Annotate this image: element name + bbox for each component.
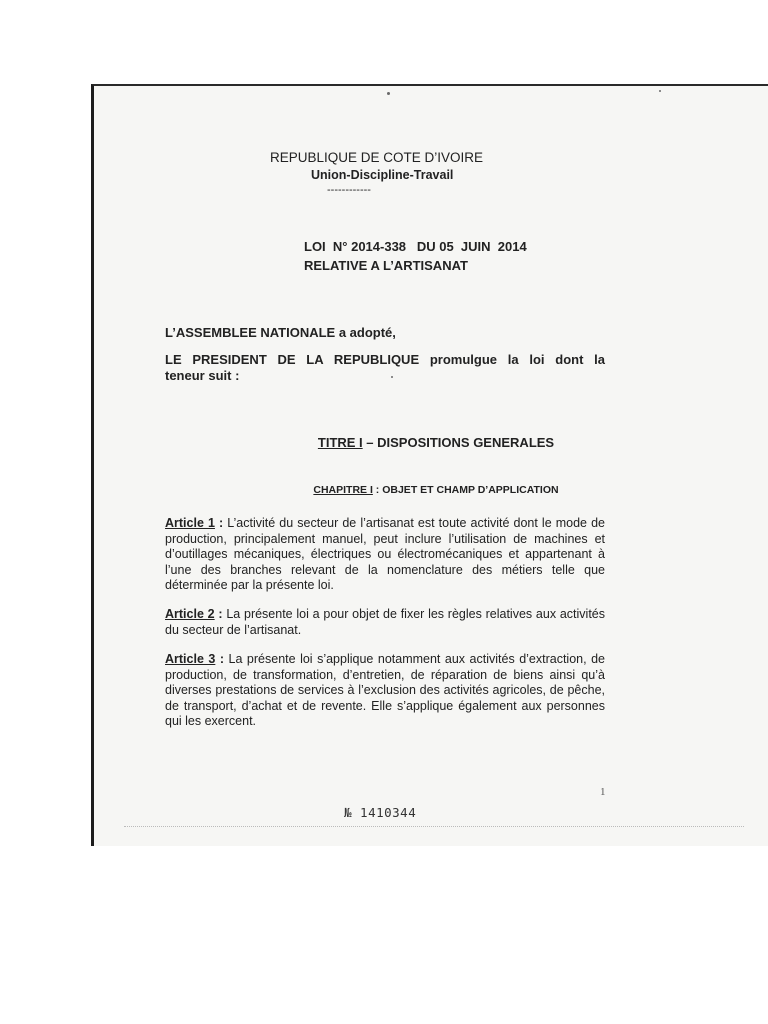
chapter-text: : OBJET ET CHAMP D’APPLICATION bbox=[372, 484, 559, 496]
scan-speck bbox=[659, 90, 661, 92]
title-heading bbox=[94, 435, 768, 450]
article-text: La présente loi s’applique notamment aux activités d’extraction, de production, de transformation, d’entretien, de réparation de biens ainsi qu’à diverses prestations de services à l’exclusion des activités agricoles, de pêche, de transport, d’achat et de revente. Elle s’applique également aux personnes qui les exercent. bbox=[165, 652, 605, 728]
preamble-assembly: L’ASSEMBLEE NATIONALE a adopté, bbox=[165, 325, 396, 340]
article-2 bbox=[165, 607, 605, 638]
article-colon: : bbox=[214, 516, 224, 530]
article-colon: : bbox=[214, 607, 223, 621]
title-text: – DISPOSITIONS GENERALES bbox=[362, 435, 555, 450]
scanned-page bbox=[91, 84, 768, 846]
scan-dotted-line bbox=[124, 826, 744, 828]
header-motto: Union-Discipline-Travail bbox=[311, 168, 454, 182]
chapter-label: CHAPITRE I bbox=[313, 484, 373, 496]
article-text: La présente loi a pour objet de fixer les règles relatives aux activités du secteur de l’artisanat. bbox=[165, 607, 605, 637]
preamble-president-continued: teneur suit : bbox=[165, 368, 240, 383]
law-subject: RELATIVE A L’ARTISANAT bbox=[304, 258, 468, 273]
article-label: Article 1 bbox=[165, 516, 215, 530]
header-country: REPUBLIQUE DE COTE D’IVOIRE bbox=[270, 150, 484, 165]
article-label: Article 2 bbox=[165, 607, 215, 621]
article-3 bbox=[165, 652, 605, 730]
title-label: TITRE I bbox=[317, 435, 363, 450]
preamble-president: LE PRESIDENT DE LA REPUBLIQUE promulgue la loi dont la bbox=[165, 352, 605, 367]
article-colon: : bbox=[215, 652, 225, 666]
header-separator: ------------ bbox=[327, 184, 371, 196]
page-number: 1 bbox=[600, 786, 606, 798]
serial-number-stamp: № 1410344 bbox=[344, 805, 417, 820]
law-number: LOI N° 2014-338 DU 05 JUIN 2014 bbox=[304, 239, 527, 254]
article-text: L’activité du secteur de l’artisanat est toute activité dont le mode de production, principalement manuel, peut inclure l’utilisation de machines et d’outillages mécaniques, électriques ou électromécaniques et appartenant à l’une des branches relevant de la nomenclature des métiers telle que déterminée par la présente loi. bbox=[165, 516, 605, 592]
article-label: Article 3 bbox=[165, 652, 216, 666]
scan-speck bbox=[387, 92, 390, 95]
article-1 bbox=[165, 516, 605, 594]
chapter-heading bbox=[94, 484, 768, 496]
